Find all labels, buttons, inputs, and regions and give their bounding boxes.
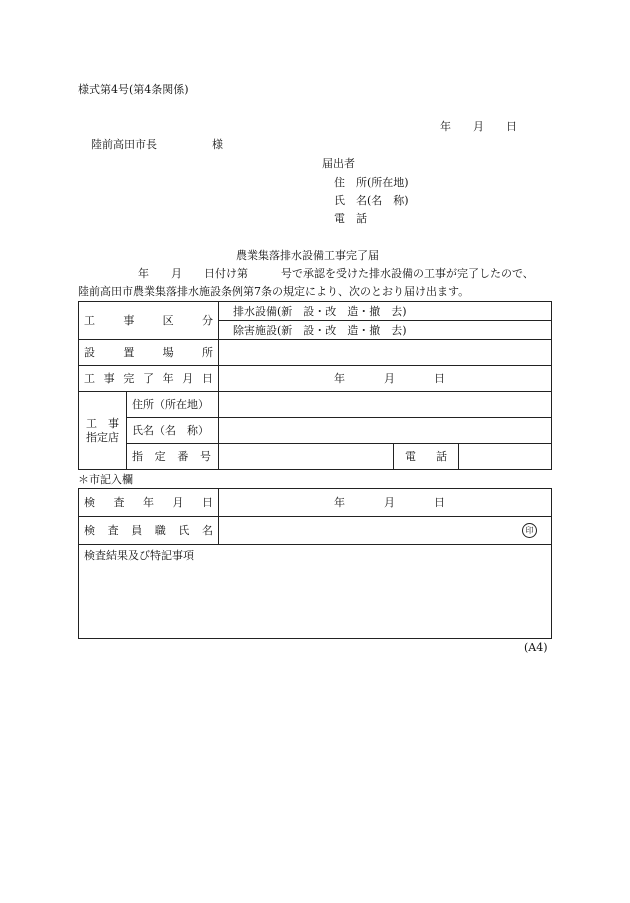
applicant-name-label: 氏 名(名 称) [334,194,409,207]
work-type-label: 工 事 区 分 [79,302,219,340]
contractor-label: 工 事 指定店 [79,392,127,470]
seal-icon: 印 [522,523,537,538]
contractor-name-label: 氏名（名 称） [127,418,219,444]
designation-number-label: 指 定 番 号 [127,444,219,470]
inspector-value[interactable] [219,517,552,545]
work-type-abatement: 除害施設(新 設・改 造・撤 去) [219,321,552,340]
addressee: 陸前高田市長 様 [91,138,223,151]
phone-value[interactable] [459,444,552,470]
phone-label: 電 話 [394,444,459,470]
applicant-heading: 届出者 [322,157,355,170]
body-line-2: 陸前高田市農業集落排水施設条例第7条の規定により、次のとおり届け出ます。 [78,285,470,298]
inspection-date-label: 検 査 年 月 日 [79,489,219,517]
body-line-1: 年 月 日付け第 号で承認を受けた排水設備の工事が完了したので、 [138,267,534,280]
submission-date: 年 月 日 [440,120,517,133]
inspection-results-label: 検査結果及び特記事項 [84,549,194,562]
work-type-drainage: 排水設備(新 設・改 造・撤 去) [219,302,552,321]
completion-date-value[interactable]: 年 月 日 [219,366,552,392]
form-number: 様式第4号(第4条関係) [78,83,189,96]
document-title: 農業集落排水設備工事完了届 [236,249,379,262]
contractor-address-label: 住所（所在地） [127,392,219,418]
office-use-table [78,488,552,639]
applicant-address-label: 住 所(所在地) [334,176,409,189]
completion-date-label: 工 事 完 了 年 月 日 [79,366,219,392]
inspection-results[interactable] [79,545,552,639]
contractor-address-value[interactable] [219,392,552,418]
inspection-date-value[interactable]: 年 月 日 [219,489,552,517]
completion-table [78,301,552,470]
contractor-name-value[interactable] [219,418,552,444]
location-label: 設 置 場 所 [79,340,219,366]
applicant-phone-label: 電 話 [334,212,367,225]
office-use-heading: ＊市記入欄 [78,473,133,486]
inspector-label: 検 査 員 職 氏 名 [79,517,219,545]
paper-size: (A4) [524,641,548,654]
location-value[interactable] [219,340,552,366]
designation-number-value[interactable] [219,444,394,470]
